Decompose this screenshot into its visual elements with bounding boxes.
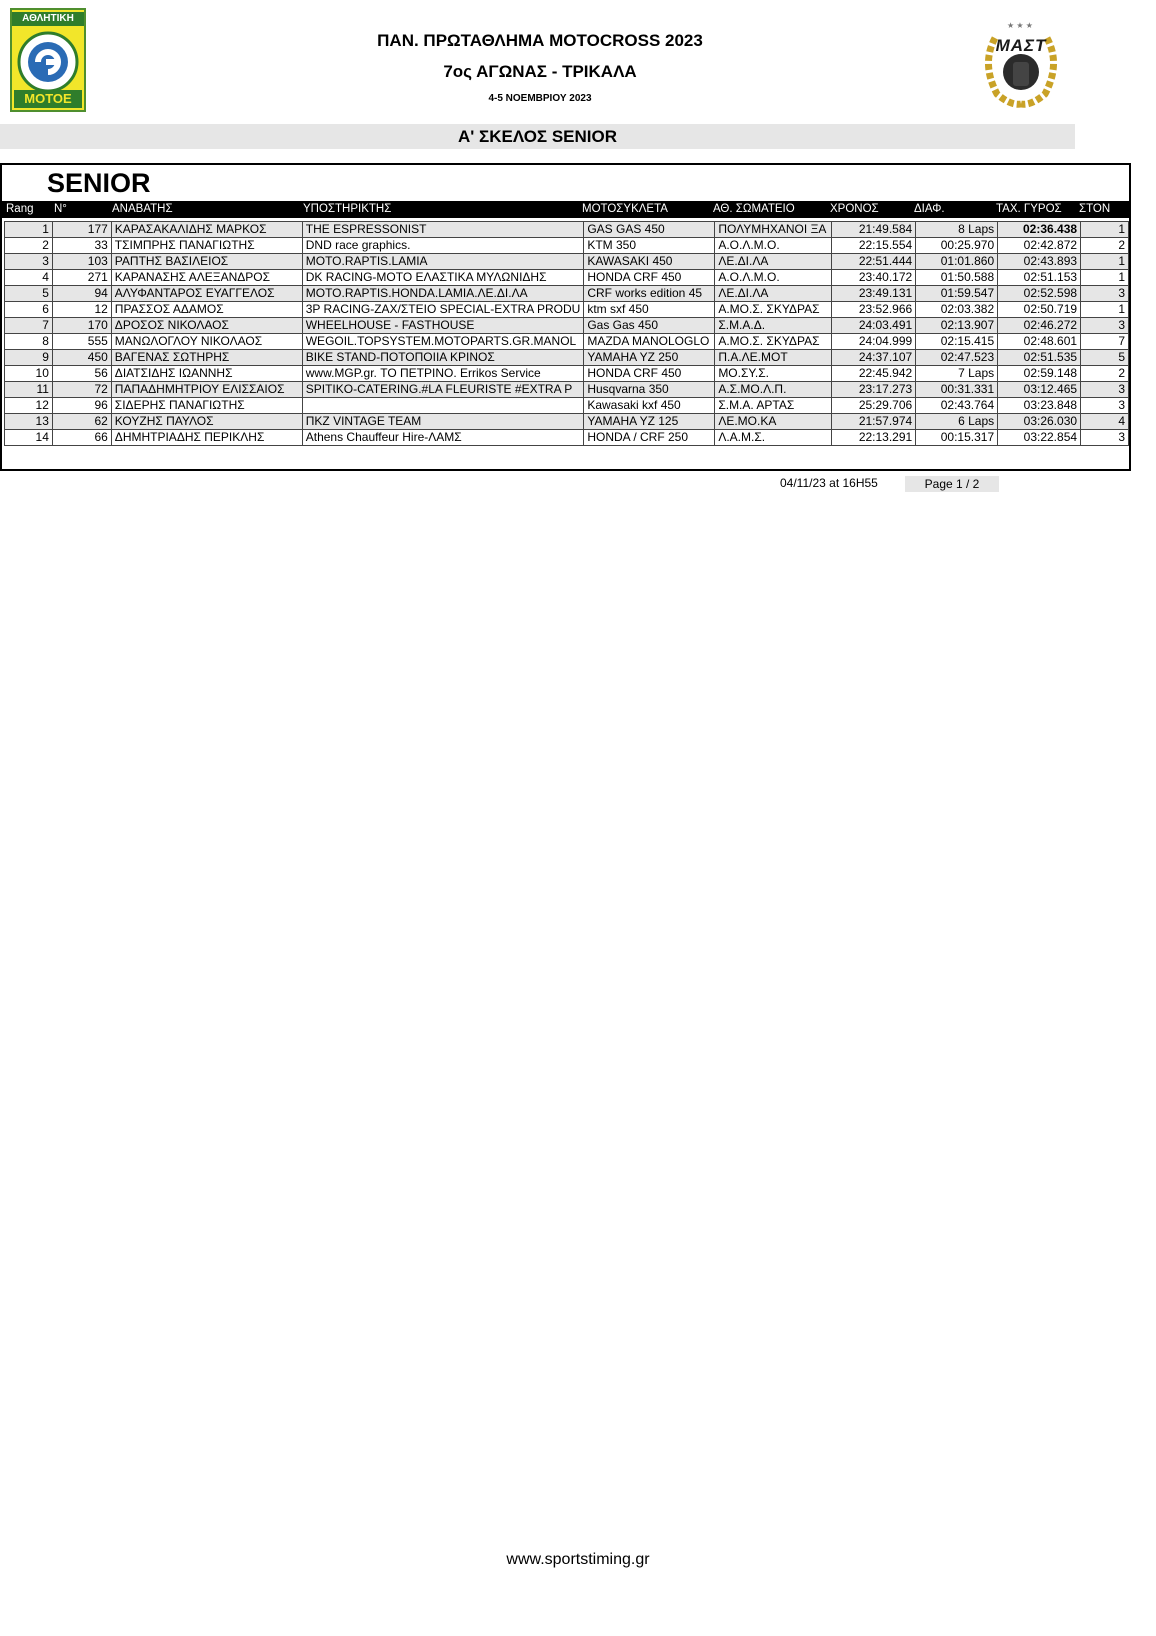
event-title: 7ος ΑΓΩΝΑΣ - ΤΡΙΚΑΛΑ [443, 62, 637, 81]
results-table [4, 221, 1129, 446]
cell-rider: ΤΣΙΜΠΡΗΣ ΠΑΝΑΓΙΩΤΗΣ [111, 238, 302, 254]
cell-num: 177 [52, 222, 111, 238]
cell-on: 1 [1081, 254, 1129, 270]
cell-bike: MAZDA MANOLOGLO [584, 334, 715, 350]
cell-club: Σ.Μ.Α.Δ. [715, 318, 832, 334]
cell-rank: 6 [5, 302, 53, 318]
cell-rank: 11 [5, 382, 53, 398]
table-row [5, 430, 1129, 446]
cell-club: ΜΟ.ΣΥ.Σ. [715, 366, 832, 382]
header-club: ΑΘ. ΣΩΜΑΤΕΙΟ [713, 203, 795, 215]
championship-title: ΠΑΝ. ΠΡΩΤΑΘΛΗΜΑ MOTOCROSS 2023 [377, 31, 703, 50]
cell-rank: 10 [5, 366, 53, 382]
table-row [5, 334, 1129, 350]
cell-on: 3 [1081, 382, 1129, 398]
cell-rank: 5 [5, 286, 53, 302]
cell-gap: 6 Laps [916, 414, 998, 430]
table-row [5, 382, 1129, 398]
cell-rider: ΣΙΔΕΡΗΣ ΠΑΝΑΓΙΩΤΗΣ [111, 398, 302, 414]
cell-rider: ΔΗΜΗΤΡΙΑΔΗΣ ΠΕΡΙΚΛΗΣ [111, 430, 302, 446]
event-dates: 4-5 ΝΟΕΜΒΡΙΟΥ 2023 [488, 93, 592, 104]
cell-sponsor: THE ESPRESSONIST [302, 222, 584, 238]
cell-num: 12 [52, 302, 111, 318]
cell-club: Α.Ο.Λ.Μ.Ο. [715, 238, 832, 254]
cell-rider: ΚΑΡΑΝΑΣΗΣ ΑΛΕΞΑΝΔΡΟΣ [111, 270, 302, 286]
cell-gap: 02:43.764 [916, 398, 998, 414]
cell-best: 03:23.848 [998, 398, 1081, 414]
cell-time: 23:49.131 [832, 286, 916, 302]
logo-bottom-text: ΜΟΤΟΕ [14, 90, 82, 108]
cell-rank: 4 [5, 270, 53, 286]
header-number: N° [54, 203, 67, 215]
cell-gap: 02:47.523 [916, 350, 998, 366]
cell-gap: 01:01.860 [916, 254, 998, 270]
cell-on: 2 [1081, 238, 1129, 254]
cell-time: 22:51.444 [832, 254, 916, 270]
cell-club: Α.ΜΟ.Σ. ΣΚΥΔΡΑΣ [715, 302, 832, 318]
header-bike: ΜΟΤΟΣΥΚΛΕΤΑ [582, 203, 668, 215]
header-time: ΧΡΟΝΟΣ [830, 203, 879, 215]
cell-on: 7 [1081, 334, 1129, 350]
print-timestamp: 04/11/23 at 16H55 [780, 476, 878, 490]
mast-wreath-logo-icon [975, 18, 1067, 110]
cell-num: 33 [52, 238, 111, 254]
cell-num: 170 [52, 318, 111, 334]
cell-best: 02:51.153 [998, 270, 1081, 286]
cell-num: 271 [52, 270, 111, 286]
cell-gap: 00:15.317 [916, 430, 998, 446]
table-row [5, 318, 1129, 334]
cell-on: 3 [1081, 430, 1129, 446]
cell-sponsor: MOTO.RAPTIS.HONDA.LAMIA.ΛΕ.ΔΙ.ΛΑ [302, 286, 584, 302]
website-link[interactable]: www.sportstiming.gr [506, 1551, 650, 1568]
cell-rider: ΑΛΥΦΑΝΤΑΡΟΣ ΕΥΑΓΓΕΛΟΣ [111, 286, 302, 302]
cell-bike: HONDA CRF 450 [584, 366, 715, 382]
cell-club: Π.Α.ΛΕ.ΜΟΤ [715, 350, 832, 366]
cell-bike: HONDA CRF 450 [584, 270, 715, 286]
cell-bike: GAS GAS 450 [584, 222, 715, 238]
cell-club: Σ.Μ.Α. ΑΡΤΑΣ [715, 398, 832, 414]
cell-best: 02:46.272 [998, 318, 1081, 334]
header-gap: ΔΙΑΦ. [914, 203, 945, 215]
cell-on: 1 [1081, 270, 1129, 286]
cell-gap: 02:03.382 [916, 302, 998, 318]
cell-best: 02:52.598 [998, 286, 1081, 302]
cell-rank: 12 [5, 398, 53, 414]
cell-time: 23:40.172 [832, 270, 916, 286]
cell-best: 02:59.148 [998, 366, 1081, 382]
header-sponsor: ΥΠΟΣΤΗΡΙΚΤΗΣ [303, 203, 392, 215]
cell-rank: 1 [5, 222, 53, 238]
cell-club: Λ.Α.Μ.Σ. [715, 430, 832, 446]
cell-sponsor: ΠΚΖ VINTAGE TEAM [302, 414, 584, 430]
cell-sponsor: DK RACING-ΜΟΤΟ ΕΛΑΣΤΙΚΑ ΜΥΛΩΝΙΔΗΣ [302, 270, 584, 286]
cell-on: 3 [1081, 286, 1129, 302]
cell-time: 21:49.584 [832, 222, 916, 238]
cell-rider: ΜΑΝΩΛΟΓΛΟΥ ΝΙΚΟΛΑΟΣ [111, 334, 302, 350]
cell-num: 450 [52, 350, 111, 366]
table-row [5, 270, 1129, 286]
cell-bike: KTM 350 [584, 238, 715, 254]
cell-best: 02:42.872 [998, 238, 1081, 254]
cell-num: 94 [52, 286, 111, 302]
page-indicator: Page 1 / 2 [905, 476, 999, 492]
results-box [0, 163, 1131, 471]
cell-rider: ΔΡΟΣΟΣ ΝΙΚΟΛΑΟΣ [111, 318, 302, 334]
cell-time: 22:13.291 [832, 430, 916, 446]
cell-rider: ΚΟΥΖΗΣ ΠΑΥΛΟΣ [111, 414, 302, 430]
cell-club: Α.Σ.ΜΟ.Λ.Π. [715, 382, 832, 398]
cell-num: 56 [52, 366, 111, 382]
cell-time: 25:29.706 [832, 398, 916, 414]
table-row [5, 238, 1129, 254]
cell-time: 22:15.554 [832, 238, 916, 254]
cell-num: 555 [52, 334, 111, 350]
logo-emblem-icon [16, 30, 80, 94]
cell-club: ΠΟΛΥΜΗΧΑΝΟΙ ΞΑ [715, 222, 832, 238]
cell-gap: 7 Laps [916, 366, 998, 382]
table-row [5, 414, 1129, 430]
cell-on: 4 [1081, 414, 1129, 430]
cell-best: 02:36.438 [998, 222, 1081, 238]
header-rank: Rang [6, 203, 34, 215]
cell-time: 23:52.966 [832, 302, 916, 318]
cell-on: 2 [1081, 366, 1129, 382]
cell-num: 103 [52, 254, 111, 270]
cell-rider: ΠΑΠΑΔΗΜΗΤΡΙΟΥ ΕΛΙΣΣΑΙΟΣ [111, 382, 302, 398]
cell-on: 5 [1081, 350, 1129, 366]
cell-gap: 00:25.970 [916, 238, 998, 254]
header-best: ΤΑΧ. ΓΥΡΟΣ [996, 203, 1062, 215]
table-row [5, 350, 1129, 366]
cell-sponsor: MOTO.RAPTIS.LAMIA [302, 254, 584, 270]
cell-rank: 2 [5, 238, 53, 254]
cell-on: 1 [1081, 302, 1129, 318]
cell-num: 62 [52, 414, 111, 430]
cell-sponsor: WHEELHOUSE - FASTHOUSE [302, 318, 584, 334]
cell-rank: 3 [5, 254, 53, 270]
cell-sponsor: DND race graphics. [302, 238, 584, 254]
laurel-wreath-icon [975, 18, 1067, 110]
cell-club: Α.ΜΟ.Σ. ΣΚΥΔΡΑΣ [715, 334, 832, 350]
mast-logo-text: ΜΑΣΤ [995, 36, 1047, 55]
cell-sponsor: WEGOIL.TOPSYSTEM.MOTOPARTS.GR.MANOL [302, 334, 584, 350]
cell-time: 21:57.974 [832, 414, 916, 430]
cell-best: 02:48.601 [998, 334, 1081, 350]
cell-on: 3 [1081, 398, 1129, 414]
cell-best: 02:50.719 [998, 302, 1081, 318]
cell-bike: Kawasaki kxf 450 [584, 398, 715, 414]
table-row [5, 366, 1129, 382]
cell-rank: 14 [5, 430, 53, 446]
svg-text:★ ★ ★: ★ ★ ★ [1007, 21, 1033, 30]
cell-rank: 9 [5, 350, 53, 366]
table-header [2, 201, 1129, 218]
header-rider: ΑΝΑΒΑΤΗΣ [112, 203, 173, 215]
cell-gap: 02:15.415 [916, 334, 998, 350]
cell-rider: ΒΑΓΕΝΑΣ ΣΩΤΗΡΗΣ [111, 350, 302, 366]
cell-bike: YAMAHA YZ 125 [584, 414, 715, 430]
cell-bike: Husqvarna 350 [584, 382, 715, 398]
cell-time: 24:03.491 [832, 318, 916, 334]
cell-bike: HONDA / CRF 250 [584, 430, 715, 446]
header-on: ΣΤΟΝ [1079, 203, 1111, 215]
table-row [5, 286, 1129, 302]
cell-on: 1 [1081, 222, 1129, 238]
cell-sponsor: SPITIKO-CATERING.#LA FLEURISTE #EXTRA P [302, 382, 584, 398]
table-row [5, 222, 1129, 238]
cell-best: 03:12.465 [998, 382, 1081, 398]
athlitiki-motoe-logo-icon [10, 8, 86, 112]
cell-bike: ktm sxf 450 [584, 302, 715, 318]
cell-time: 24:04.999 [832, 334, 916, 350]
cell-sponsor: BIKE STAND-ΠΟΤΟΠΟΙΙΑ ΚΡΙΝΟΣ [302, 350, 584, 366]
cell-time: 22:45.942 [832, 366, 916, 382]
section-title: Α' ΣΚΕΛΟΣ SENIOR [0, 124, 1075, 149]
cell-num: 66 [52, 430, 111, 446]
cell-club: ΛΕ.ΔΙ.ΛΑ [715, 286, 832, 302]
cell-rider: ΚΑΡΑΣΑΚΑΛΙΔΗΣ ΜΑΡΚΟΣ [111, 222, 302, 238]
cell-best: 02:43.893 [998, 254, 1081, 270]
cell-gap: 00:31.331 [916, 382, 998, 398]
logo-top-text: ΑΘΛΗΤΙΚΗ [12, 12, 84, 26]
cell-rank: 7 [5, 318, 53, 334]
cell-bike: KAWASAKI 450 [584, 254, 715, 270]
cell-gap: 01:59.547 [916, 286, 998, 302]
cell-sponsor: www.MGP.gr. ΤΟ ΠΕΤΡΙΝΟ. Errikos Service [302, 366, 584, 382]
cell-rider: ΡΑΠΤΗΣ ΒΑΣΙΛΕΙΟΣ [111, 254, 302, 270]
cell-num: 72 [52, 382, 111, 398]
cell-rider: ΠΡΑΣΣΟΣ ΑΔΑΜΟΣ [111, 302, 302, 318]
cell-rank: 13 [5, 414, 53, 430]
category-title: SENIOR [47, 168, 151, 198]
cell-bike: Gas Gas 450 [584, 318, 715, 334]
cell-on: 3 [1081, 318, 1129, 334]
cell-num: 96 [52, 398, 111, 414]
cell-club: ΛΕ.ΔΙ.ΛΑ [715, 254, 832, 270]
table-row [5, 302, 1129, 318]
table-row [5, 254, 1129, 270]
cell-best: 02:51.535 [998, 350, 1081, 366]
cell-sponsor: Athens Chauffeur Hire-ΛΑΜΣ [302, 430, 584, 446]
cell-rank: 8 [5, 334, 53, 350]
cell-gap: 01:50.588 [916, 270, 998, 286]
cell-gap: 02:13.907 [916, 318, 998, 334]
cell-gap: 8 Laps [916, 222, 998, 238]
cell-rider: ΔΙΑΤΣΙΔΗΣ ΙΩΑΝΝΗΣ [111, 366, 302, 382]
cell-time: 23:17.273 [832, 382, 916, 398]
cell-best: 03:22.854 [998, 430, 1081, 446]
cell-time: 24:37.107 [832, 350, 916, 366]
cell-best: 03:26.030 [998, 414, 1081, 430]
cell-bike: CRF works edition 45 [584, 286, 715, 302]
cell-sponsor [302, 398, 584, 414]
cell-club: ΛΕ.ΜΟ.ΚΑ [715, 414, 832, 430]
cell-bike: YAMAHA YZ 250 [584, 350, 715, 366]
table-row [5, 398, 1129, 414]
cell-sponsor: 3P RACING-ZAX/ΣΤΕΙΟ SPECIAL-EXTRA PRODU [302, 302, 584, 318]
cell-club: Α.Ο.Λ.Μ.Ο. [715, 270, 832, 286]
